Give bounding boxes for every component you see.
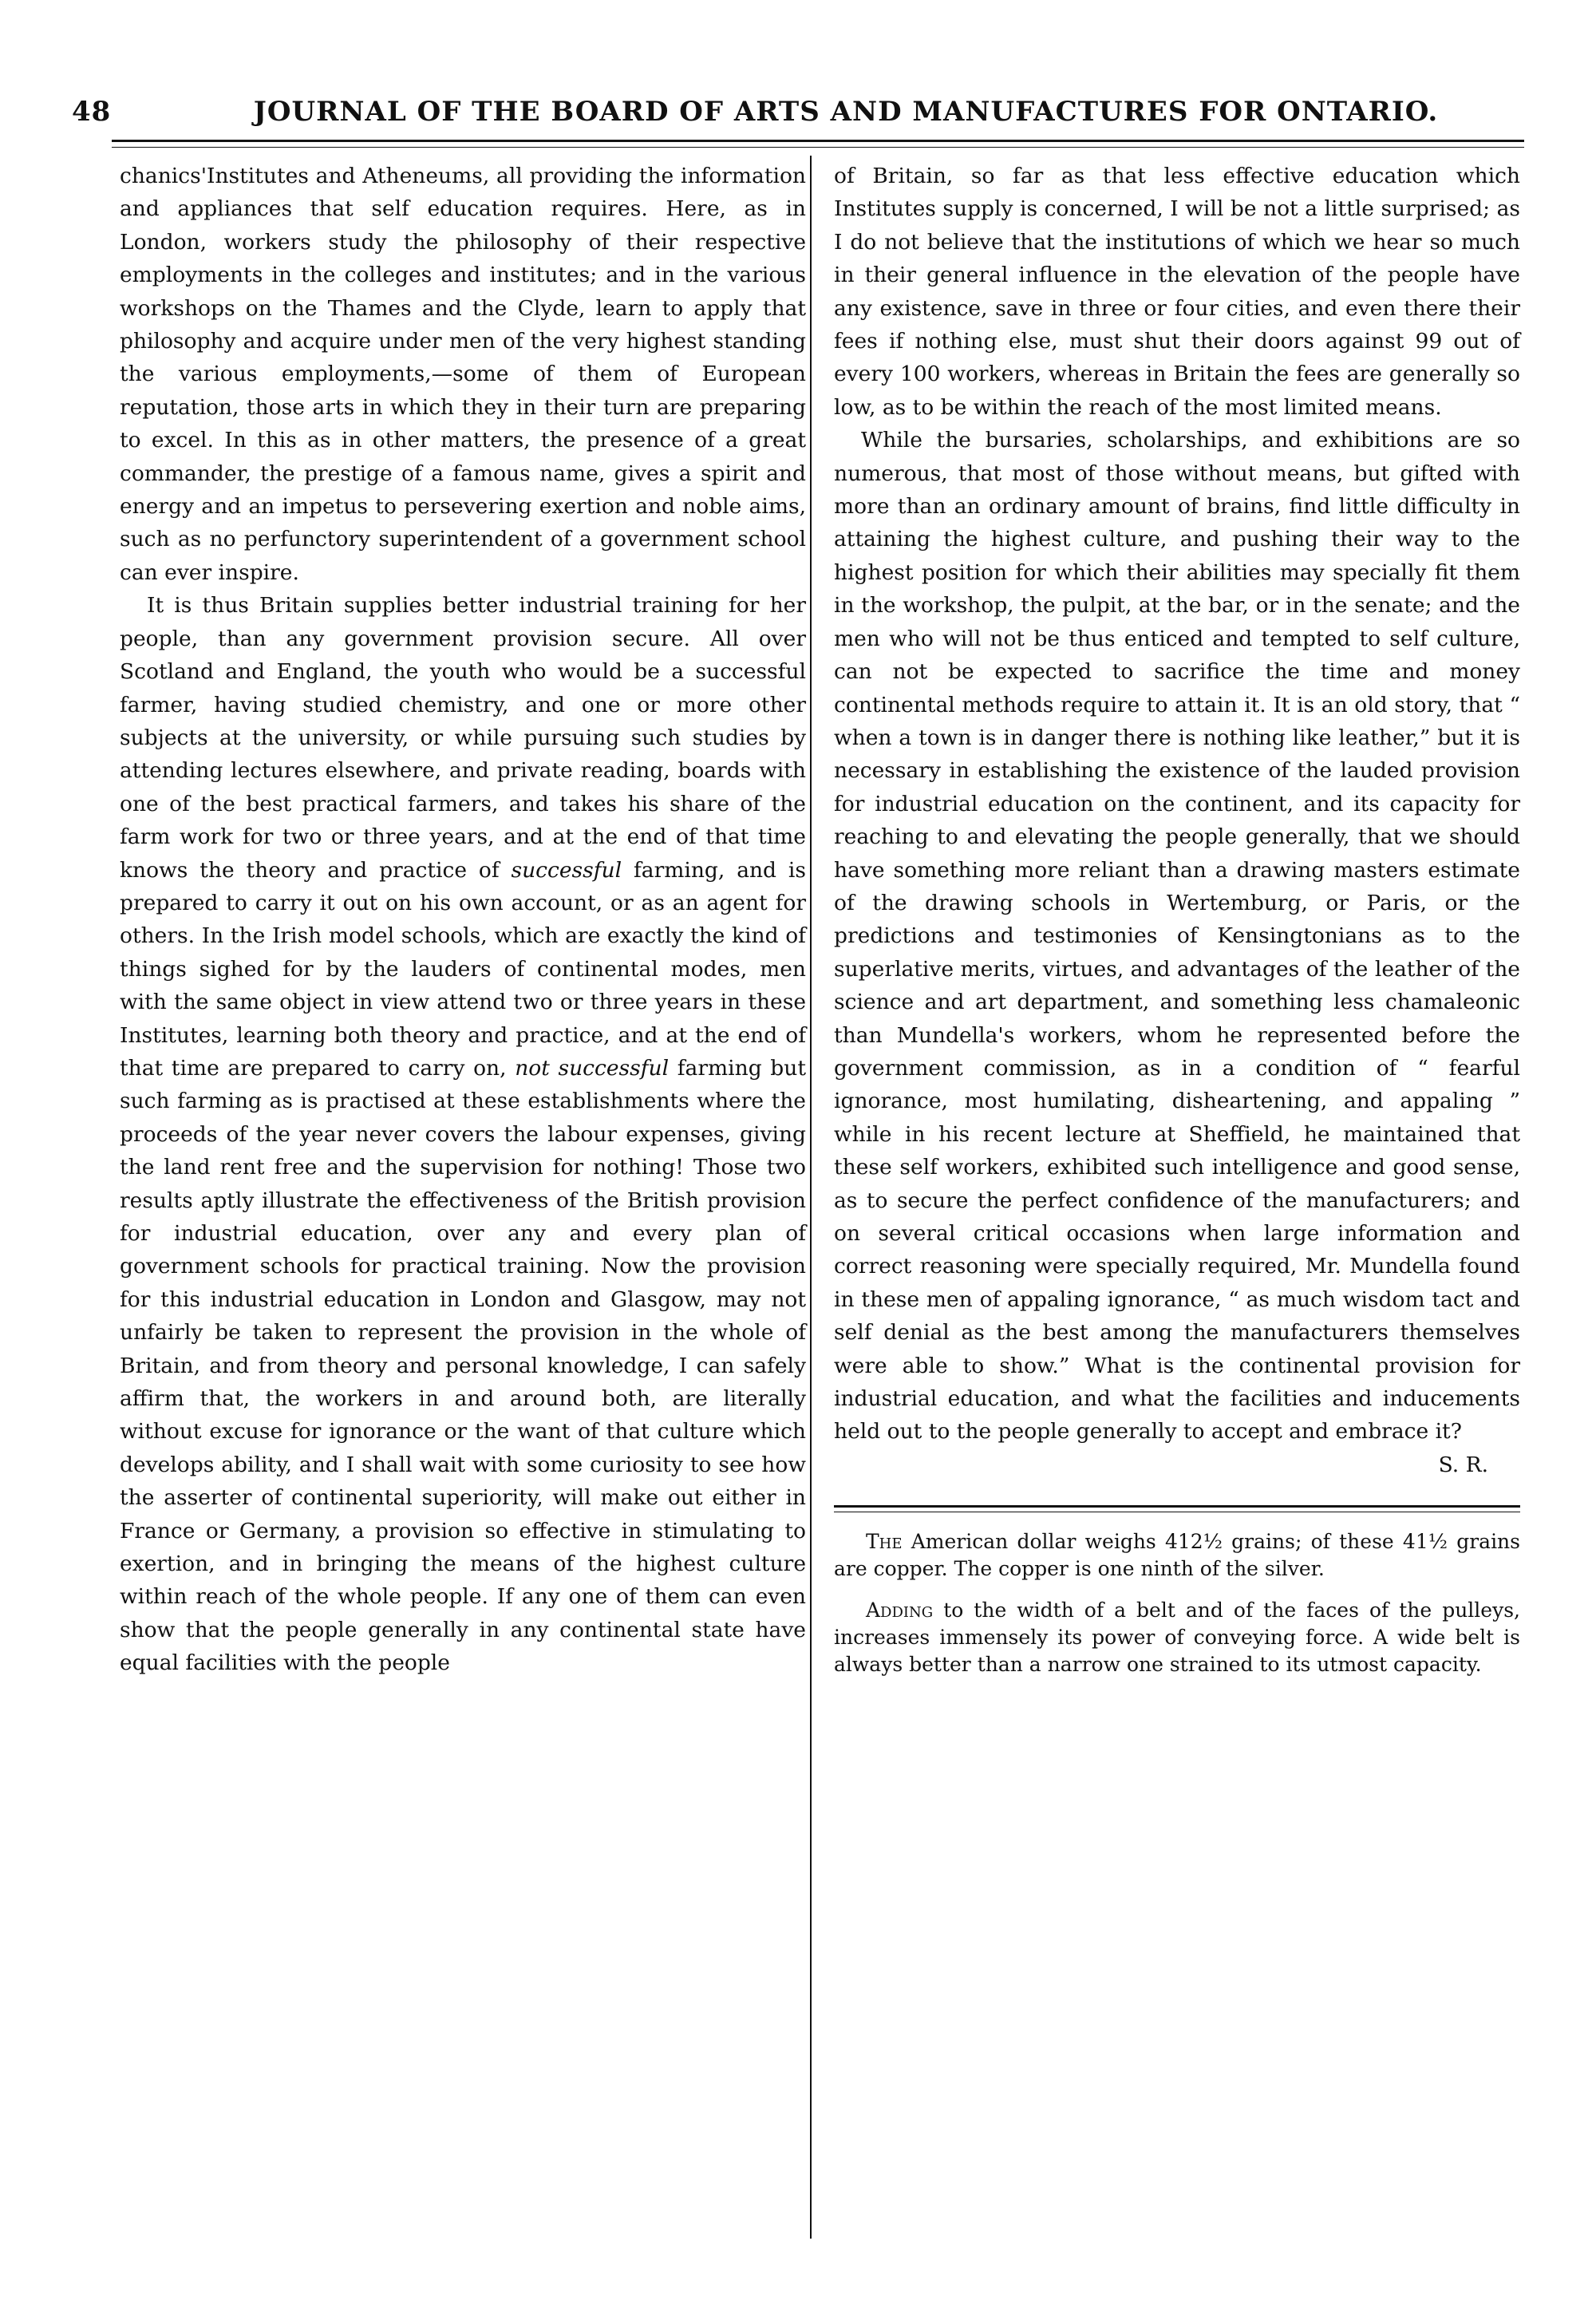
emphasis-successful: successful — [511, 857, 622, 883]
page-header — [72, 88, 1524, 136]
right-paragraph-2: While the bursaries, scholarships, and exhibitions are so numerous, that most of those without means, but gifted with more than an ordinary amount of brains, find little difficulty in attaining the highest culture, and pushing their way to the highest position for which their abilities may specially fit them in the workshop, the pulpit, at the bar, or in the senate; and the men who will not be thus enticed and tempted to self culture, can not be expected to sacrifice the time and money continental methods require to attain it. It is an old story, that “ when a town is in danger there is nothing like leather,” but it is necessary in establishing the existence of the lauded provision for industrial education on the continent, and its capacity for reaching to and elevating the people generally, that we should have something more reliant than a drawing masters estimate of the drawing schools in Wertemburg, or Paris, or the predictions and testimonies of Kensingtonians as to the superlative merits, virtues, and advantages of the leather of the science and art department, and something less chamaleonic than Mundella's workers, whom he represented before the government commission, as in a condition of “ fearful ignorance, most humilating, disheartening, and appaling ” while in his recent lecture at Sheffield, he maintained that these self workers, exhibited such intelligence and good sense, as to secure the perfect confidence of the manufacturers; and on several critical occasions when large information and correct reasoning were specially required, Mr. Mundella found in these men of appaling ignorance, “ as much wisdom tact and self denial as the best among the manufacturers themselves were able to show.” What is the continental provision for industrial education, and what the facilities and inducements held out to the people generally to accept and embrace it? — [834, 428, 1520, 1445]
note-dollar-text: American dollar weighs 412½ grains; of these 41½ grains are copper. The copper is one ninth of the silver. — [834, 1530, 1520, 1581]
note-belt-text: to the width of a belt and of the faces of the pulleys, increases immensely its power of conveying force. A wide belt is always better than a narrow one strained to its utmost capacity. — [834, 1599, 1520, 1677]
left-paragraph-2-part-c: farming but such farming as is practised at these establishments where the proceeds of the year never covers the labour expenses, giving the land rent free and the supervision for nothing! Those two results aptly illustrate the effectiveness of the British provision for industrial education, over any and every plan of government schools for practical training. Now the provision for this industrial education in London and Glasgow, may not unfairly be taken to represent the provision in the whole of Britain, and from theory and personal knowledge, I can safely affirm that, the workers in and around both, are literally without excuse for ignorance or the want of that culture which develops ability, and I shall wait with some curiosity to see how the asserter of continental superiority, will make out either in France or Germany, a provision so effective in stimulating to exertion, and in bringing the means of the highest culture within reach of the whole people. If any one of them can even show that the people generally in any continental state have equal facilities with the people — [120, 1055, 806, 1676]
page-number: 48 — [72, 96, 112, 128]
author-signature: S. R. — [1438, 1452, 1488, 1477]
header-rule — [112, 140, 1524, 148]
left-paragraph-2-part-b: farming, and is prepared to carry it out on his own account, or as an agent for others. In the Irish model schools, which are exactly the kind of things sighed for by the lauders of continental modes, men with the same object in view attend two or three years in these Institutes, learning both theory and practice, and at the end of that time are prepared to carry on, — [120, 857, 806, 1081]
column-divider — [810, 156, 812, 2239]
left-column — [120, 160, 806, 1680]
right-paragraph-1: of Britain, so far as that less effective education which Institutes supply is concerned, I will be not a little surprised; as I do not believe that the institutions of which we hear so much in their general influence in the elevation of the people have any existence, save in three or four cities, and even there their fees if nothing else, must shut their doors against 99 out of every 100 workers, whereas in Britain the fees are generally so low, as to be within the reach of the most limited means. — [834, 164, 1520, 420]
section-rule — [834, 1505, 1520, 1512]
note-belt-lead: Adding — [866, 1599, 934, 1622]
note-dollar — [834, 1528, 1520, 1583]
note-belt — [834, 1597, 1520, 1678]
left-paragraph-2-part-a: It is thus Britain supplies better industrial training for her people, than any government provision secure. All over Scotland and England, the youth who would be a successful farmer, having studied chemistry, and one or more other subjects at the university, or while pursuing such studies by attending lectures elsewhere, and private reading, boards with one of the best practical farmers, and takes his share of the farm work for two or three years, and at the end of that time knows the theory and practice of — [120, 593, 806, 883]
emphasis-not-successful: not successful — [515, 1055, 670, 1081]
note-dollar-lead: The — [866, 1530, 903, 1554]
left-paragraph-2 — [120, 589, 806, 1679]
journal-title: JOURNAL OF THE BOARD OF ARTS AND MANUFACTURES FOR ONTARIO. — [253, 96, 1439, 128]
left-paragraph-1: chanics'Institutes and Atheneums, all providing the information and appliances that self education requires. Here, as in London, workers study the philosophy of their respective employments in the colleges and institutes; and in the various workshops on the Thames and the Clyde, learn to apply that philosophy and acquire under men of the very highest standing the various employments,—some of them of European reputation, those arts in which they in their turn are preparing to excel. In this as in other matters, the presence of a great commander, the prestige of a famous name, gives a spirit and energy and an impetus to persevering exertion and noble aims, such as no perfunctory superintendent of a government school can ever inspire. — [120, 164, 806, 585]
right-column — [834, 160, 1520, 1693]
